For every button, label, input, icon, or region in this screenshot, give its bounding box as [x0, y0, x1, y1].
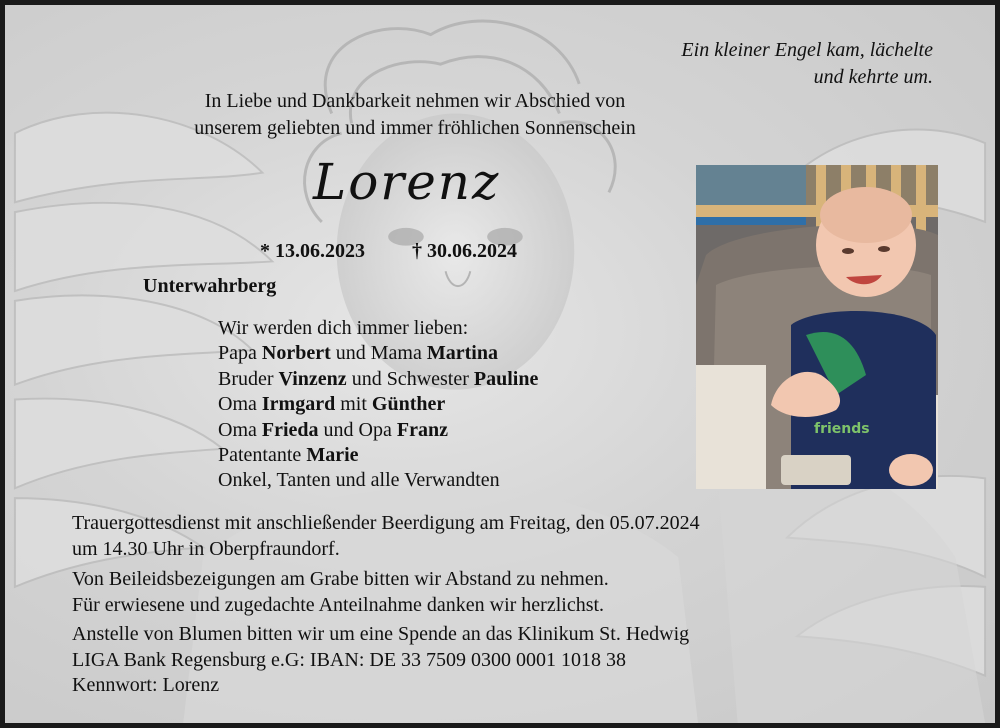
family-member-name: Martina [426, 342, 498, 365]
family-list [218, 316, 538, 494]
donation-notice [72, 622, 689, 699]
family-relation: Patentante [218, 444, 307, 467]
family-relation: und Opa [318, 418, 397, 441]
family-relation: Bruder [218, 367, 279, 390]
intro-line-1: In Liebe und Dankbarkeit nehmen wir Abschied von [204, 90, 626, 112]
intro-line-2: unserem geliebten und immer fröhlichen Sonnenschein [194, 117, 636, 139]
family-line [218, 341, 538, 366]
shirt-text: friends [814, 421, 870, 437]
family-relation: Papa [218, 342, 262, 365]
family-member-name: Marie [306, 444, 359, 467]
donation-line-3: Kennwort: Lorenz [72, 674, 220, 696]
baby-photo-illustration [696, 165, 938, 489]
family-line [218, 443, 538, 468]
family-member-name: Franz [396, 418, 448, 441]
donation-line-2: LIGA Bank Regensburg e.G: IBAN: DE 33 7509 0300 0001 1018 38 [72, 648, 627, 671]
condolence-notice [72, 567, 609, 618]
family-line [218, 367, 538, 392]
poem-quote [681, 37, 933, 91]
family-relation: Onkel, Tanten und alle Verwandten [218, 469, 500, 492]
family-member-name: Günther [371, 393, 446, 416]
death-date: † 30.06.2024 [412, 240, 517, 262]
family-line [218, 392, 538, 417]
family-intro: Wir werden dich immer lieben: [218, 317, 469, 339]
family-relation: und Schwester [346, 367, 474, 390]
quote-line-1: Ein kleiner Engel kam, lächelte [681, 39, 933, 61]
family-member-name: Pauline [473, 367, 539, 390]
intro-text [95, 88, 735, 142]
condolence-line-2: Für erwiesene und zugedachte Anteilnahme danken wir herzlichst. [72, 593, 605, 616]
donation-line-1: Anstelle von Blumen bitten wir um eine Spende an das Klinikum St. Hedwig [72, 623, 690, 645]
family-member-name: Vinzenz [278, 367, 347, 390]
family-relation: Oma [218, 418, 262, 441]
family-relation: Oma [218, 393, 262, 416]
family-member-name: Frieda [261, 418, 319, 441]
service-line-1: Trauergottesdienst mit anschließender Beerdigung am Freitag, den 05.07.2024 [72, 512, 700, 534]
family-relation: und Mama [330, 342, 427, 365]
family-line [218, 468, 538, 493]
family-members [218, 341, 538, 493]
birth-date: * 13.06.2023 [260, 240, 365, 262]
service-line-2: um 14.30 Uhr in Oberpfraundorf. [72, 537, 340, 560]
family-line [218, 418, 538, 443]
baby-photo [696, 165, 938, 489]
deceased-name: Lorenz [313, 153, 501, 211]
quote-line-2: und kehrte um. [813, 66, 933, 88]
funeral-service-notice [72, 511, 700, 562]
family-relation: mit [335, 393, 372, 416]
family-member-name: Irmgard [261, 393, 336, 416]
hometown: Unterwahrberg [143, 275, 277, 297]
life-dates [260, 240, 517, 263]
family-member-name: Norbert [261, 342, 331, 365]
condolence-line-1: Von Beileidsbezeigungen am Grabe bitten wir Abstand zu nehmen. [72, 568, 609, 590]
